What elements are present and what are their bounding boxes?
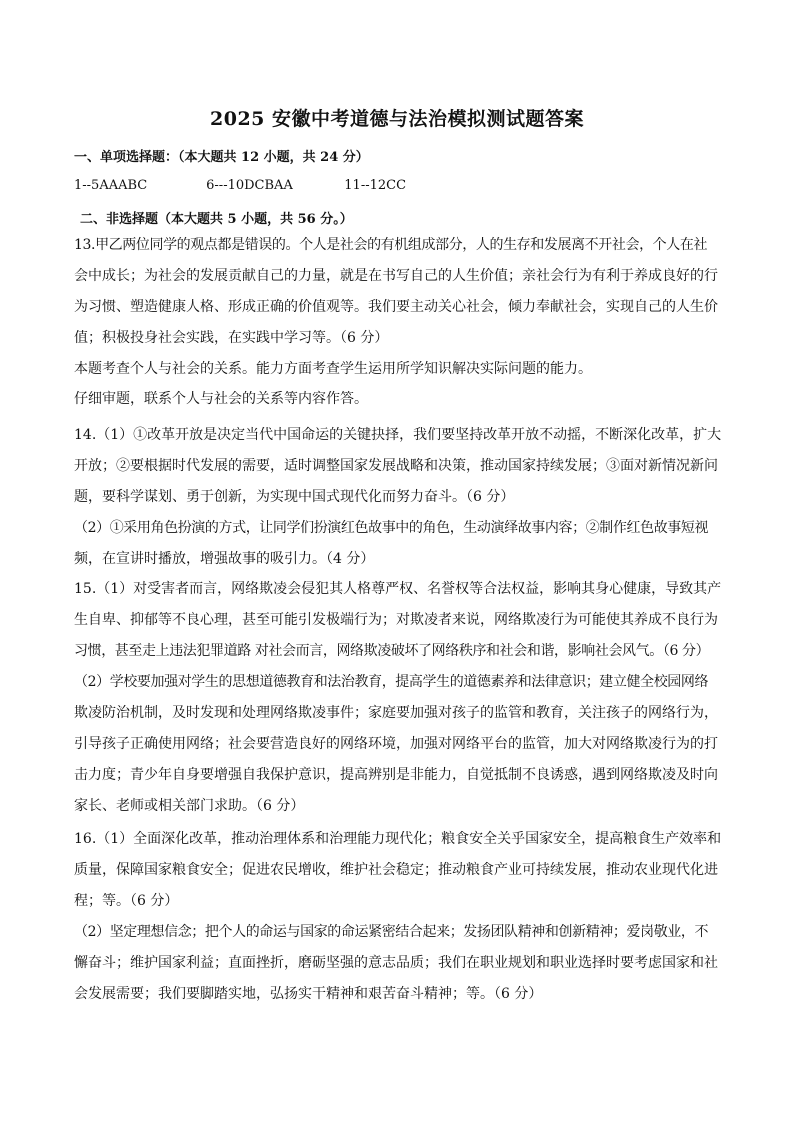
answer-group-1: 1--5AAABC — [74, 178, 148, 193]
q14-line: 题，要科学谋划、勇于创新，为实现中国式现代化而努力奋斗。（6 分） — [74, 489, 515, 505]
q16-line: 16.（1）全面深化改革，推动治理体系和治理能力现代化；粮食安全关乎国家安全，提高粮食生产效率和 — [74, 831, 722, 847]
answer-group-3: 11--12CC — [344, 178, 407, 193]
q15-line: 欺凌防治机制，及时发现和处理网络欺凌事件；家庭要加强对孩子的监管和教育，关注孩子的网络行为， — [74, 705, 718, 721]
q14-line: 14.（1）①改革开放是决定当代中国命运的关键抉择，我们要坚持改革开放不动摇，不断深化改革，扩大 — [74, 427, 722, 443]
q15-line: 15.（1）对受害者而言，网络欺凌会侵犯其人格尊严权、名誉权等合法权益，影响其身心健康，导致其产 — [74, 581, 722, 597]
question-16 — [74, 824, 724, 1010]
choice-answers — [74, 178, 406, 193]
q14-line: 开放；②要根据时代发展的需要，适时调整国家发展战略和决策，推动国家持续发展；③面对新情况新问 — [74, 458, 718, 474]
q13-line: 值；积极投身社会实践，在实践中学习等。（6 分） — [74, 330, 389, 346]
q15-line: 击力度；青少年自身要增强自我保护意识，提高辨别是非能力，自觉抵制不良诱惑，遇到网络欺凌及时向 — [74, 767, 718, 783]
section1-heading: 一、单项选择题：（本大题共 12 小题，共 24 分） — [74, 150, 369, 165]
q15-line: 引导孩子正确使用网络；社会要营造良好的网络环境，加强对网络平台的监管，加大对网络欺凌行为的打 — [74, 736, 718, 752]
page-title: 2025 安徽中考道德与法治模拟测试题答案 — [210, 108, 584, 130]
q14-line: 频，在宣讲时播放，增强故事的吸引力。（4 分） — [74, 551, 375, 567]
q13-line: 会中成长；为社会的发展贡献自己的力量，就是在书写自己的人生价值；亲社会行为有利于养成良好的行 — [74, 268, 718, 284]
q16-line: （2）坚定理想信念；把个人的命运与国家的命运紧密结合起来；发扬团队精神和创新精神；爱岗敬业，不 — [74, 924, 709, 940]
q13-line: 13.甲乙两位同学的观点都是错误的。个人是社会的有机组成部分，人的生存和发展离不开社会，个人在社 — [74, 237, 708, 253]
q15-line: （2）学校要加强对学生的思想道德教育和法治教育，提高学生的道德素养和法律意识；建立健全校园网络 — [74, 674, 709, 690]
q13-line: 仔细审题，联系个人与社会的关系等内容作答。 — [74, 391, 368, 407]
q15-line: 生自卑、抑郁等不良心理，甚至可能引发极端行为；对欺凌者来说，网络欺凌行为可能使其养成不良行为 — [74, 612, 718, 628]
q13-line: 为习惯、塑造健康人格、形成正确的价值观等。我们要主动关心社会，倾力奉献社会，实现自己的人生价 — [74, 299, 718, 315]
q15-line: 习惯，甚至走上违法犯罪道路 对社会而言，网络欺凌破坏了网络秩序和社会和谐，影响社会风气。（6 分） — [74, 643, 710, 659]
q16-line: 懈奋斗；维护国家利益；直面挫折，磨砺坚强的意志品质；我们在职业规划和职业选择时要考虑国家和社 — [74, 955, 718, 971]
q16-line: 质量，保障国家粮食安全；促进农民增收，维护社会稳定；推动粮食产业可持续发展，推动农业现代化进 — [74, 862, 718, 878]
question-13 — [74, 230, 724, 414]
question-14 — [74, 420, 724, 575]
q13-line: 本题考查个人与社会的关系。能力方面考查学生运用所学知识解决实际问题的能力。 — [74, 361, 592, 377]
question-15 — [74, 574, 724, 822]
q15-line: 家长、老师或相关部门求助。（6 分） — [74, 798, 305, 814]
section2-heading: 二、非选择题（本大题共 5 小题，共 56 分。） — [80, 212, 353, 227]
q16-line: 会发展需要；我们要脚踏实地，弘扬实干精神和艰苦奋斗精神；等。（6 分） — [74, 986, 543, 1002]
answer-group-2: 6---10DCBAA — [206, 178, 293, 193]
q14-line: （2）①采用角色扮演的方式，让同学们扮演红色故事中的角色，生动演绎故事内容；②制作红色故事短视 — [74, 520, 709, 536]
q16-line: 程；等。（6 分） — [74, 893, 179, 909]
